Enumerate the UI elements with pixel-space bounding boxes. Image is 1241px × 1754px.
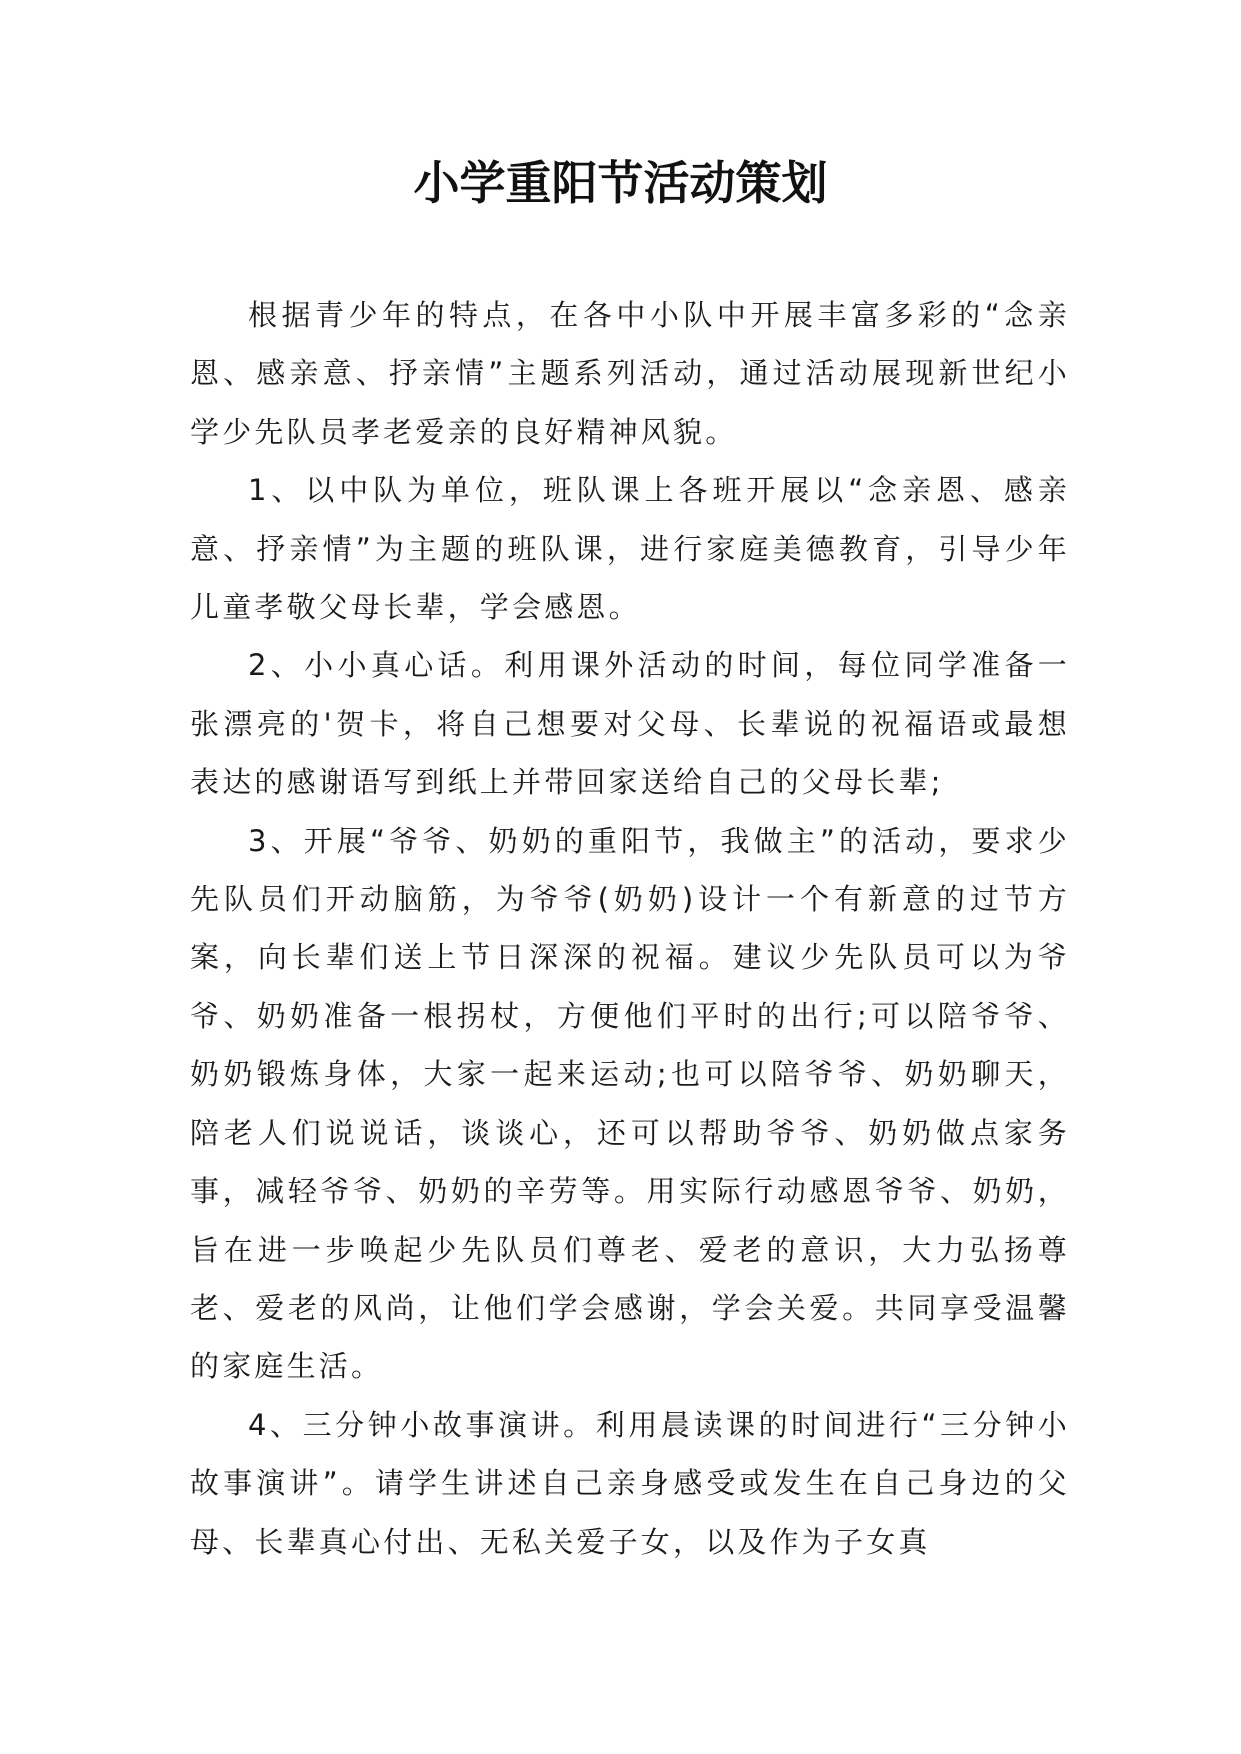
intro-paragraph: 根据青少年的特点，在各中小队中开展丰富多彩的“念亲恩、感亲意、抒亲情”主题系列活动，通过活动展现新世纪小学少先队员孝老爱亲的良好精神风貌。 bbox=[190, 298, 1070, 449]
document-body bbox=[190, 286, 1070, 1571]
item-3-paragraph: 3、开展“爷爷、奶奶的重阳节，我做主”的活动，要求少先队员们开动脑筋，为爷爷(奶奶)设计一个有新意的过节方案，向长辈们送上节日深深的祝福。建议少先队员可以为爷爷、奶奶准备一根拐杖，方便他们平时的出行;可以陪爷爷、奶奶锻炼身体，大家一起来运动;也可以陪爷爷、奶奶聊天，陪老人们说说话，谈谈心，还可以帮助爷爷、奶奶做点家务事，减轻爷爷、奶奶的辛劳等。用实际行动感恩爷爷、奶奶，旨在进一步唤起少先队员们尊老、爱老的意识，大力弘扬尊老、爱老的风尚，让他们学会感谢，学会关爱。共同享受温馨的家庭生活。 bbox=[190, 823, 1070, 1384]
item-2-paragraph: 2、小小真心话。利用课外活动的时间，每位同学准备一张漂亮的'贺卡，将自己想要对父母、长辈说的祝福语或最想表达的感谢语写到纸上并带回家送给自己的父母长辈; bbox=[190, 648, 1070, 800]
item-1-paragraph: 1、以中队为单位，班队课上各班开展以“念亲恩、感亲意、抒亲情”为主题的班队课，进行家庭美德教育，引导少年儿童孝敬父母长辈，学会感恩。 bbox=[190, 473, 1070, 625]
document-title: 小学重阳节活动策划 bbox=[413, 156, 828, 210]
item-4-paragraph: 4、三分钟小故事演讲。利用晨读课的时间进行“三分钟小故事演讲”。请学生讲述自己亲身感受或发生在自己身边的父母、长辈真心付出、无私关爱子女，以及作为子女真 bbox=[190, 1407, 1070, 1559]
